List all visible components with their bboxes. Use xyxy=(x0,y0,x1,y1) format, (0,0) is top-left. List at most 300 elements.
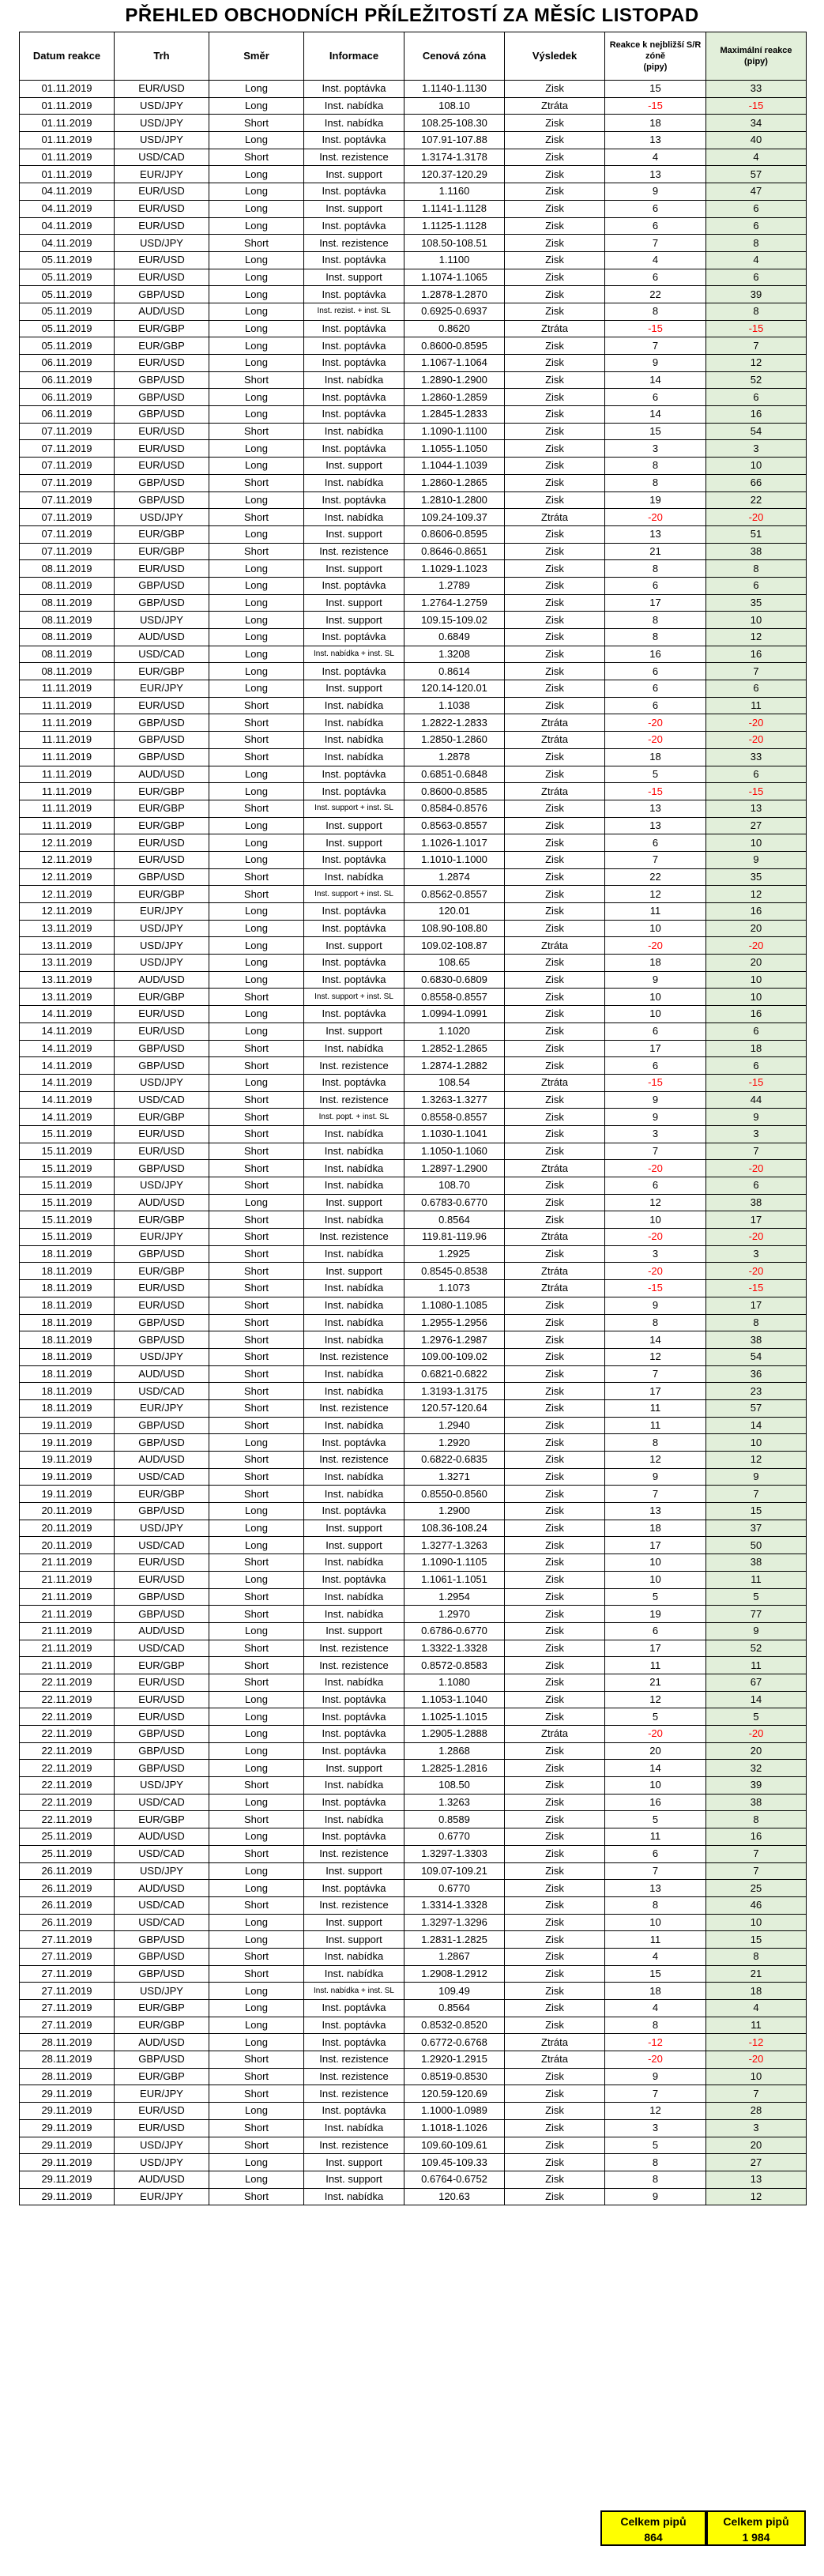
cell-result: Zisk xyxy=(505,269,605,286)
cell-result: Zisk xyxy=(505,1811,605,1828)
table-row xyxy=(20,1948,807,1965)
cell-date: 12.11.2019 xyxy=(20,851,115,868)
cell-info: Inst. poptávka xyxy=(304,577,404,594)
cell-info: Inst. popt. + inst. SL xyxy=(304,1109,404,1126)
cell-result: Zisk xyxy=(505,217,605,235)
cell-market: USD/CAD xyxy=(115,1640,209,1657)
cell-market: AUD/USD xyxy=(115,1194,209,1211)
cell-zone: 108.25-108.30 xyxy=(404,115,505,132)
cell-reaction: 6 xyxy=(605,200,706,217)
table-row xyxy=(20,200,807,217)
cell-info: Inst. nabídka xyxy=(304,1040,404,1057)
cell-direction: Short xyxy=(209,1160,304,1177)
cell-info: Inst. rezistence xyxy=(304,2051,404,2069)
cell-market: USD/JPY xyxy=(115,1177,209,1195)
table-row xyxy=(20,509,807,526)
cell-date: 28.11.2019 xyxy=(20,2051,115,2069)
cell-max: 11 xyxy=(706,2017,807,2034)
cell-zone: 1.2845-1.2833 xyxy=(404,406,505,424)
cell-date: 14.11.2019 xyxy=(20,1091,115,1109)
cell-info: Inst. support xyxy=(304,1622,404,1640)
cell-date: 04.11.2019 xyxy=(20,183,115,201)
cell-market: EUR/GBP xyxy=(115,543,209,560)
cell-date: 01.11.2019 xyxy=(20,115,115,132)
cell-date: 12.11.2019 xyxy=(20,903,115,921)
table-row xyxy=(20,458,807,475)
cell-result: Zisk xyxy=(505,560,605,578)
cell-max: 66 xyxy=(706,474,807,491)
cell-reaction: 10 xyxy=(605,1914,706,1931)
cell-direction: Short xyxy=(209,1777,304,1795)
cell-date: 15.11.2019 xyxy=(20,1211,115,1229)
cell-result: Zisk xyxy=(505,1983,605,2000)
cell-max: 25 xyxy=(706,1880,807,1897)
cell-reaction: -20 xyxy=(605,1229,706,1246)
cell-market: USD/CAD xyxy=(115,1091,209,1109)
cell-date: 22.11.2019 xyxy=(20,1726,115,1743)
cell-direction: Short xyxy=(209,543,304,560)
cell-zone: 1.2874-1.2882 xyxy=(404,1057,505,1075)
cell-market: AUD/USD xyxy=(115,971,209,989)
cell-reaction: 17 xyxy=(605,1383,706,1400)
cell-zone: 1.1074-1.1065 xyxy=(404,269,505,286)
cell-market: AUD/USD xyxy=(115,2034,209,2051)
table-row xyxy=(20,1742,807,1760)
cell-info: Inst. poptávka xyxy=(304,251,404,269)
cell-info: Inst. nabídka xyxy=(304,1468,404,1486)
cell-market: EUR/GBP xyxy=(115,1263,209,1280)
cell-reaction: 10 xyxy=(605,989,706,1006)
cell-date: 15.11.2019 xyxy=(20,1160,115,1177)
header-direction: Směr xyxy=(209,32,304,81)
cell-market: USD/JPY xyxy=(115,612,209,629)
cell-info: Inst. support + inst. SL xyxy=(304,989,404,1006)
cell-info: Inst. nabídka xyxy=(304,1245,404,1263)
cell-info: Inst. support xyxy=(304,834,404,852)
cell-max: 18 xyxy=(706,1040,807,1057)
cell-result: Zisk xyxy=(505,115,605,132)
table-row xyxy=(20,1211,807,1229)
cell-reaction: 7 xyxy=(605,1365,706,1383)
cell-market: EUR/GBP xyxy=(115,989,209,1006)
cell-max: 16 xyxy=(706,903,807,921)
cell-reaction: -12 xyxy=(605,2034,706,2051)
cell-max: 4 xyxy=(706,251,807,269)
cell-date: 22.11.2019 xyxy=(20,1794,115,1811)
cell-direction: Short xyxy=(209,697,304,714)
table-row xyxy=(20,1109,807,1126)
cell-info: Inst. poptávka xyxy=(304,440,404,458)
cell-max: 8 xyxy=(706,235,807,252)
cell-direction: Short xyxy=(209,1554,304,1572)
cell-zone: 108.36-108.24 xyxy=(404,1520,505,1537)
cell-max: 8 xyxy=(706,1948,807,1965)
table-row xyxy=(20,1760,807,1777)
cell-direction: Short xyxy=(209,1280,304,1297)
cell-zone: 0.8584-0.8576 xyxy=(404,800,505,817)
cell-direction: Long xyxy=(209,1828,304,1846)
cell-date: 29.11.2019 xyxy=(20,2188,115,2205)
cell-date: 07.11.2019 xyxy=(20,474,115,491)
table-row xyxy=(20,355,807,372)
cell-reaction: 12 xyxy=(605,1452,706,1469)
table-row xyxy=(20,371,807,389)
table-row xyxy=(20,732,807,749)
cell-date: 01.11.2019 xyxy=(20,149,115,166)
cell-reaction: 8 xyxy=(605,612,706,629)
cell-result: Ztráta xyxy=(505,1160,605,1177)
cell-reaction: 20 xyxy=(605,1742,706,1760)
cell-date: 05.11.2019 xyxy=(20,303,115,320)
cell-market: EUR/JPY xyxy=(115,2188,209,2205)
cell-max: 21 xyxy=(706,1965,807,1983)
cell-result: Zisk xyxy=(505,680,605,698)
cell-reaction: 14 xyxy=(605,406,706,424)
cell-zone: 0.8606-0.8595 xyxy=(404,525,505,543)
cell-reaction: 8 xyxy=(605,458,706,475)
cell-max: 51 xyxy=(706,525,807,543)
cell-market: AUD/USD xyxy=(115,1880,209,1897)
cell-date: 07.11.2019 xyxy=(20,423,115,440)
cell-info: Inst. nabídka xyxy=(304,2119,404,2137)
table-row xyxy=(20,474,807,491)
cell-date: 05.11.2019 xyxy=(20,320,115,337)
cell-info: Inst. rezistence xyxy=(304,1399,404,1417)
cell-max: -20 xyxy=(706,1160,807,1177)
cell-max: 10 xyxy=(706,458,807,475)
cell-max: 22 xyxy=(706,491,807,509)
cell-result: Zisk xyxy=(505,1452,605,1469)
cell-reaction: 3 xyxy=(605,2119,706,2137)
cell-result: Zisk xyxy=(505,612,605,629)
cell-market: EUR/GBP xyxy=(115,886,209,903)
total-reaction-box xyxy=(600,2510,706,2546)
cell-direction: Short xyxy=(209,1297,304,1314)
cell-info: Inst. rezistence xyxy=(304,2085,404,2103)
table-row xyxy=(20,440,807,458)
cell-direction: Short xyxy=(209,474,304,491)
cell-max: 28 xyxy=(706,2103,807,2120)
cell-info: Inst. nabídka xyxy=(304,2188,404,2205)
table-row xyxy=(20,1503,807,1520)
cell-zone: 1.3208 xyxy=(404,646,505,663)
cell-max: 3 xyxy=(706,1125,807,1143)
cell-zone: 1.2908-1.2912 xyxy=(404,1965,505,1983)
cell-reaction: 18 xyxy=(605,115,706,132)
header-info: Informace xyxy=(304,32,404,81)
table-row xyxy=(20,1965,807,1983)
cell-info: Inst. support xyxy=(304,2171,404,2188)
cell-direction: Long xyxy=(209,1862,304,1880)
cell-info: Inst. poptávka xyxy=(304,81,404,98)
cell-max: 12 xyxy=(706,1452,807,1469)
cell-direction: Long xyxy=(209,766,304,783)
table-row xyxy=(20,1983,807,2000)
cell-max: 10 xyxy=(706,989,807,1006)
table-row xyxy=(20,543,807,560)
cell-market: GBP/USD xyxy=(115,491,209,509)
cell-date: 26.11.2019 xyxy=(20,1896,115,1914)
cell-result: Zisk xyxy=(505,1177,605,1195)
cell-date: 13.11.2019 xyxy=(20,989,115,1006)
cell-info: Inst. support + inst. SL xyxy=(304,800,404,817)
cell-result: Zisk xyxy=(505,2154,605,2171)
cell-zone: 1.2920 xyxy=(404,1434,505,1452)
table-row xyxy=(20,868,807,886)
cell-direction: Long xyxy=(209,1537,304,1554)
cell-info: Inst. rezistence xyxy=(304,1640,404,1657)
cell-reaction: 7 xyxy=(605,851,706,868)
cell-info: Inst. nabídka xyxy=(304,474,404,491)
table-row xyxy=(20,2051,807,2069)
cell-date: 13.11.2019 xyxy=(20,971,115,989)
cell-result: Ztráta xyxy=(505,97,605,115)
cell-max: -15 xyxy=(706,1074,807,1091)
cell-reaction: 7 xyxy=(605,1143,706,1160)
cell-date: 08.11.2019 xyxy=(20,646,115,663)
cell-max: 12 xyxy=(706,355,807,372)
cell-market: GBP/USD xyxy=(115,2051,209,2069)
cell-reaction: 12 xyxy=(605,1691,706,1708)
cell-direction: Long xyxy=(209,286,304,303)
cell-reaction: -20 xyxy=(605,509,706,526)
cell-result: Zisk xyxy=(505,1896,605,1914)
table-row xyxy=(20,971,807,989)
table-row xyxy=(20,1828,807,1846)
cell-result: Zisk xyxy=(505,800,605,817)
cell-info: Inst. poptávka xyxy=(304,1742,404,1760)
cell-reaction: 12 xyxy=(605,2103,706,2120)
cell-date: 29.11.2019 xyxy=(20,2103,115,2120)
cell-zone: 1.3271 xyxy=(404,1468,505,1486)
table-row xyxy=(20,1657,807,1674)
cell-date: 21.11.2019 xyxy=(20,1606,115,1623)
cell-direction: Short xyxy=(209,1640,304,1657)
cell-result: Zisk xyxy=(505,1571,605,1588)
header-reaction xyxy=(605,32,706,81)
cell-max: 5 xyxy=(706,1708,807,1726)
cell-direction: Long xyxy=(209,183,304,201)
header-result: Výsledek xyxy=(505,32,605,81)
cell-date: 11.11.2019 xyxy=(20,766,115,783)
cell-reaction: 13 xyxy=(605,525,706,543)
cell-max: 57 xyxy=(706,1399,807,1417)
cell-info: Inst. support + inst. SL xyxy=(304,886,404,903)
cell-max: 15 xyxy=(706,1931,807,1949)
cell-result: Zisk xyxy=(505,1537,605,1554)
cell-zone: 0.8532-0.8520 xyxy=(404,2017,505,2034)
cell-result: Zisk xyxy=(505,1828,605,1846)
cell-reaction: -20 xyxy=(605,714,706,732)
cell-info: Inst. poptávka xyxy=(304,406,404,424)
cell-direction: Short xyxy=(209,886,304,903)
cell-date: 07.11.2019 xyxy=(20,509,115,526)
cell-direction: Long xyxy=(209,1520,304,1537)
cell-market: USD/JPY xyxy=(115,132,209,149)
cell-info: Inst. poptávka xyxy=(304,286,404,303)
cell-zone: 1.0994-1.0991 xyxy=(404,1006,505,1023)
cell-info: Inst. poptávka xyxy=(304,766,404,783)
cell-max: 14 xyxy=(706,1691,807,1708)
cell-market: EUR/GBP xyxy=(115,337,209,355)
cell-zone: 1.3263-1.3277 xyxy=(404,1091,505,1109)
cell-result: Zisk xyxy=(505,2171,605,2188)
table-row xyxy=(20,697,807,714)
cell-reaction: 6 xyxy=(605,697,706,714)
cell-date: 07.11.2019 xyxy=(20,491,115,509)
cell-result: Zisk xyxy=(505,149,605,166)
table-row xyxy=(20,1845,807,1862)
cell-result: Zisk xyxy=(505,1297,605,1314)
cell-reaction: 9 xyxy=(605,971,706,989)
cell-market: EUR/USD xyxy=(115,355,209,372)
cell-info: Inst. support xyxy=(304,560,404,578)
table-row xyxy=(20,920,807,937)
cell-max: -20 xyxy=(706,714,807,732)
cell-result: Zisk xyxy=(505,2000,605,2017)
cell-info: Inst. rezistence xyxy=(304,2068,404,2085)
cell-market: USD/CAD xyxy=(115,1794,209,1811)
cell-info: Inst. nabídka xyxy=(304,371,404,389)
cell-market: USD/CAD xyxy=(115,1896,209,1914)
opportunities-table xyxy=(19,32,807,2205)
cell-market: EUR/USD xyxy=(115,1022,209,1040)
cell-date: 07.11.2019 xyxy=(20,458,115,475)
table-row xyxy=(20,1571,807,1588)
table-row xyxy=(20,2137,807,2154)
cell-max: 57 xyxy=(706,166,807,183)
table-row xyxy=(20,989,807,1006)
cell-date: 22.11.2019 xyxy=(20,1742,115,1760)
table-body xyxy=(20,81,807,2205)
cell-reaction: 13 xyxy=(605,132,706,149)
cell-direction: Long xyxy=(209,1074,304,1091)
cell-date: 12.11.2019 xyxy=(20,868,115,886)
cell-zone: 1.2852-1.2865 xyxy=(404,1040,505,1057)
cell-date: 12.11.2019 xyxy=(20,886,115,903)
cell-reaction: 5 xyxy=(605,1588,706,1606)
cell-zone: 107.91-107.88 xyxy=(404,132,505,149)
cell-info: Inst. poptávka xyxy=(304,337,404,355)
cell-result: Zisk xyxy=(505,1657,605,1674)
cell-info: Inst. rezistence xyxy=(304,543,404,560)
cell-zone: 1.1100 xyxy=(404,251,505,269)
cell-max: 13 xyxy=(706,2171,807,2188)
table-row xyxy=(20,1674,807,1691)
cell-date: 06.11.2019 xyxy=(20,371,115,389)
cell-market: EUR/USD xyxy=(115,851,209,868)
cell-reaction: 14 xyxy=(605,1331,706,1349)
table-row xyxy=(20,2068,807,2085)
cell-reaction: 12 xyxy=(605,1194,706,1211)
cell-direction: Long xyxy=(209,646,304,663)
table-row xyxy=(20,834,807,852)
cell-result: Zisk xyxy=(505,458,605,475)
cell-result: Ztráta xyxy=(505,732,605,749)
cell-market: USD/JPY xyxy=(115,509,209,526)
table-row xyxy=(20,1125,807,1143)
cell-result: Zisk xyxy=(505,1211,605,1229)
cell-direction: Short xyxy=(209,1948,304,1965)
cell-zone: 0.8564 xyxy=(404,2000,505,2017)
cell-result: Zisk xyxy=(505,1622,605,1640)
cell-date: 04.11.2019 xyxy=(20,217,115,235)
cell-reaction: 14 xyxy=(605,371,706,389)
cell-market: USD/JPY xyxy=(115,235,209,252)
cell-date: 15.11.2019 xyxy=(20,1143,115,1160)
cell-date: 05.11.2019 xyxy=(20,337,115,355)
cell-result: Zisk xyxy=(505,1022,605,1040)
header-max xyxy=(706,32,807,81)
cell-direction: Long xyxy=(209,1742,304,1760)
cell-result: Zisk xyxy=(505,2085,605,2103)
cell-direction: Long xyxy=(209,217,304,235)
cell-zone: 120.01 xyxy=(404,903,505,921)
cell-result: Zisk xyxy=(505,1862,605,1880)
cell-result: Zisk xyxy=(505,1486,605,1503)
cell-max: 20 xyxy=(706,920,807,937)
cell-max: 3 xyxy=(706,2119,807,2137)
cell-result: Zisk xyxy=(505,2119,605,2137)
table-row xyxy=(20,1880,807,1897)
table-row xyxy=(20,1057,807,1075)
cell-zone: 1.2940 xyxy=(404,1417,505,1434)
cell-direction: Short xyxy=(209,1606,304,1623)
cell-zone: 1.2955-1.2956 xyxy=(404,1314,505,1331)
cell-result: Zisk xyxy=(505,423,605,440)
cell-result: Ztráta xyxy=(505,1263,605,1280)
cell-reaction: 5 xyxy=(605,1708,706,1726)
cell-info: Inst. nabídka xyxy=(304,115,404,132)
cell-reaction: 6 xyxy=(605,1622,706,1640)
cell-direction: Long xyxy=(209,406,304,424)
cell-max: 9 xyxy=(706,1109,807,1126)
cell-reaction: 15 xyxy=(605,423,706,440)
cell-date: 20.11.2019 xyxy=(20,1537,115,1554)
cell-max: 17 xyxy=(706,1211,807,1229)
cell-zone: 1.1010-1.1000 xyxy=(404,851,505,868)
cell-date: 13.11.2019 xyxy=(20,920,115,937)
cell-info: Inst. nabídka xyxy=(304,748,404,766)
cell-result: Zisk xyxy=(505,1931,605,1949)
cell-info: Inst. poptávka xyxy=(304,1074,404,1091)
cell-zone: 1.1050-1.1060 xyxy=(404,1143,505,1160)
header-max-unit: (pipy) xyxy=(744,57,768,66)
table-row xyxy=(20,1622,807,1640)
cell-info: Inst. poptávka xyxy=(304,1880,404,1897)
cell-direction: Long xyxy=(209,389,304,406)
cell-date: 08.11.2019 xyxy=(20,663,115,680)
cell-max: 7 xyxy=(706,1862,807,1880)
cell-info: Inst. support xyxy=(304,1537,404,1554)
cell-max: 37 xyxy=(706,1520,807,1537)
cell-zone: 0.8545-0.8538 xyxy=(404,1263,505,1280)
table-row xyxy=(20,2034,807,2051)
cell-max: 40 xyxy=(706,132,807,149)
cell-date: 14.11.2019 xyxy=(20,1022,115,1040)
cell-date: 21.11.2019 xyxy=(20,1657,115,1674)
cell-direction: Short xyxy=(209,1365,304,1383)
header-reaction-label: Reakce k nejbližší S/R zóně xyxy=(609,40,702,61)
table-row xyxy=(20,646,807,663)
cell-direction: Short xyxy=(209,2085,304,2103)
cell-direction: Long xyxy=(209,1434,304,1452)
cell-zone: 0.6786-0.6770 xyxy=(404,1622,505,1640)
cell-direction: Long xyxy=(209,594,304,612)
cell-reaction: 11 xyxy=(605,1828,706,1846)
cell-info: Inst. poptávka xyxy=(304,955,404,972)
cell-date: 12.11.2019 xyxy=(20,834,115,852)
